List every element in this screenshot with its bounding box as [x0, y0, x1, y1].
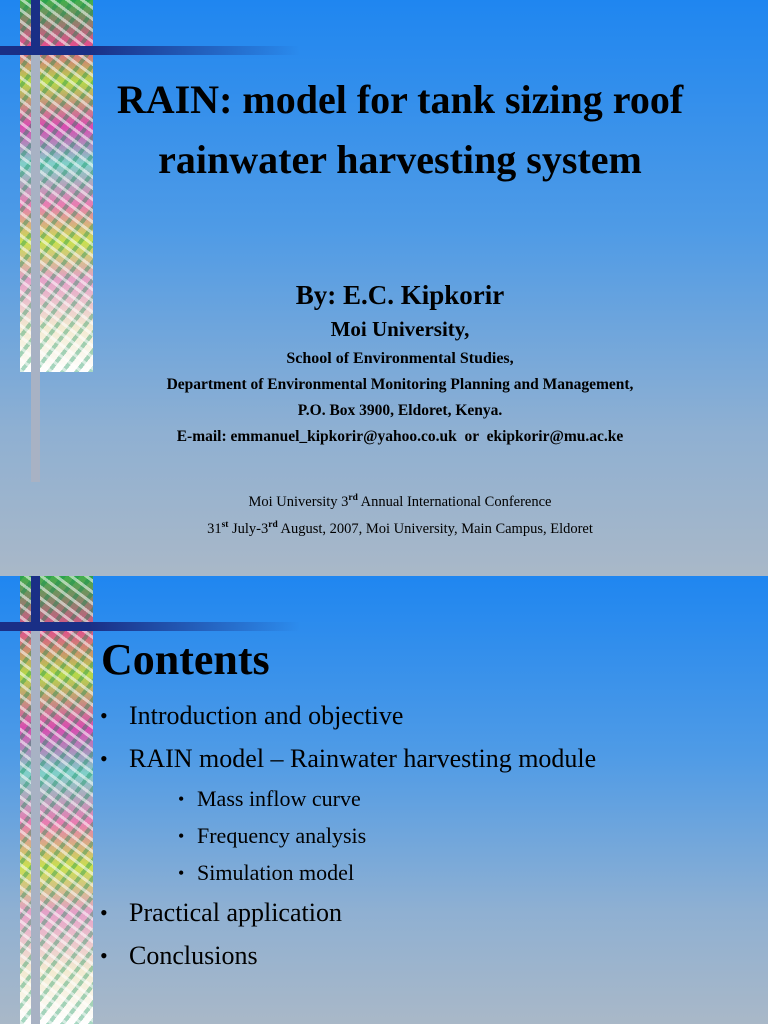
contents-heading: Contents	[101, 635, 270, 684]
decorative-bar-vertical	[31, 46, 40, 482]
decorative-bar-horizontal	[0, 46, 300, 55]
conference-text-2c: August, 2007, Moi University, Main Campus, Eldoret	[277, 521, 593, 537]
list-item: • Introduction and objective	[100, 699, 596, 733]
slide-title-text: RAIN: model for tank sizing roof rainwater harvesting system	[116, 77, 684, 182]
conference-line-2	[60, 521, 740, 538]
conference-text-2a: 31	[207, 521, 222, 537]
university-line: Moi University,	[330, 317, 470, 341]
list-subitem: • Mass inflow curve	[100, 785, 596, 813]
conference-sup-2b: rd	[268, 520, 278, 531]
list-item: • Conclusions	[100, 939, 596, 973]
conference-sup-1: rd	[348, 493, 358, 504]
contents-list	[100, 699, 596, 982]
list-subitem: • Simulation model	[100, 859, 596, 887]
author-line: By: E.C. Kipkorir	[295, 280, 505, 310]
decorative-bar-horizontal	[0, 622, 300, 631]
list-item: • RAIN model – Rainwater harvesting module	[100, 742, 596, 776]
school-line: School of Environmental Studies,	[286, 350, 514, 367]
conference-text-1a: Moi University 3	[248, 494, 349, 510]
decorative-bar-vertical	[31, 622, 40, 1024]
slide-contents	[0, 576, 768, 1024]
address-line: P.O. Box 3900, Eldoret, Kenya.	[297, 402, 503, 419]
list-item: • Practical application	[100, 896, 596, 930]
conference-text-2b: July-3	[228, 521, 269, 537]
department-line: Department of Environmental Monitoring Planning and Management,	[166, 376, 634, 393]
conference-sup-2a: st	[221, 520, 229, 531]
decorative-bar-vertical-dark	[31, 576, 40, 622]
list-subitem: • Frequency analysis	[100, 822, 596, 850]
decorative-bar-vertical-dark	[31, 0, 40, 46]
conference-text-1b: Annual International Conference	[357, 494, 552, 510]
conference-line-1	[60, 494, 740, 511]
email-line: E-mail: emmanuel_kipkorir@yahoo.co.uk or ekipkorir@mu.ac.ke	[176, 428, 624, 445]
